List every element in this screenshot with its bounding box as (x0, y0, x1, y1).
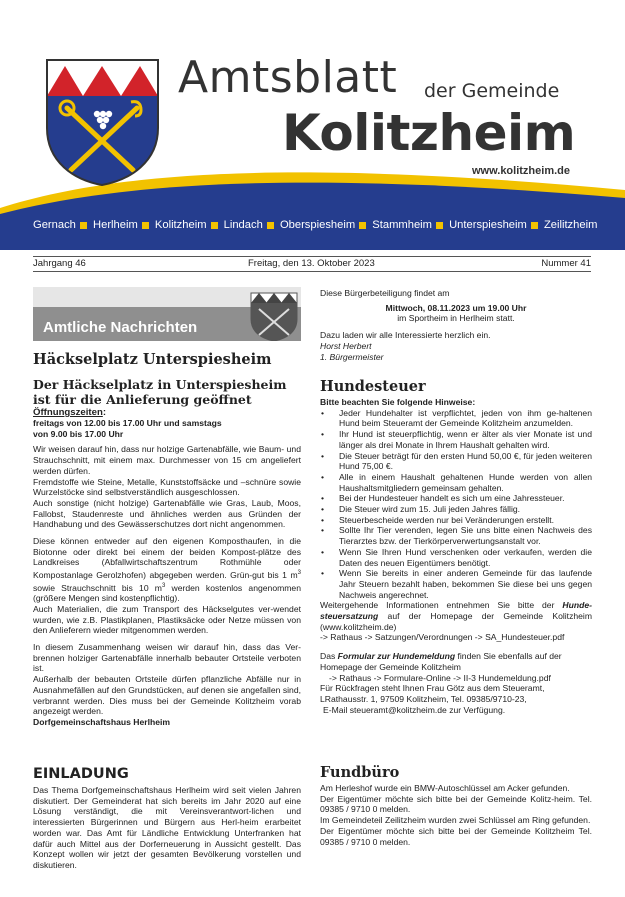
paragraph: Auch Materialien, die zum Transport des Häckselgutes ver-wendet wurden, wie z.B. Plastikplanen, Plastiksäcke oder Netze müssen von den Anlieferern wieder mitgenommen werden. (33, 603, 301, 636)
link-path: -> Rathaus -> Formulare-Online -> II-3 Hundemeldung.pdf (329, 672, 551, 683)
list-item: • Wenn Sie bereits in einer anderen Gemeinde für das laufende Jahr Steuern bezahlt haben, bekommen Sie diese bei uns gegen Nachweis angerechnet. (320, 568, 592, 600)
right-column-top (320, 288, 592, 362)
hundesteuer-heading: Hundesteuer (320, 378, 426, 395)
text-run: Das (320, 651, 338, 662)
list-item: • Steuerbescheide werden nur bei Veränderungen erstellt. (320, 515, 592, 526)
masthead-town: Kolitzheim (282, 104, 576, 162)
contact-line: Für Rückfragen steht Ihnen Frau Götz aus dem Steueramt, (320, 683, 545, 694)
village-name: Gernach (33, 219, 76, 231)
village-name: Oberspiesheim (279, 219, 356, 231)
text-run: finden Sie ebenfalls auf der Homepage der Gemeinde Kolitzheim (320, 651, 562, 672)
masthead-title: Amtsblatt (178, 52, 398, 103)
paragraph (33, 536, 301, 604)
subsection-title: Dorfgemeinschaftshaus Herlheim (33, 717, 171, 727)
text-run: Hunde- (562, 600, 592, 611)
list-item: • Die Steuer beträgt für den ersten Hund 50,00 €, für jeden weiteren Hund 75,00 €. (320, 451, 592, 472)
text-run: sowie Strauchschnitt bis 10 m (33, 582, 162, 593)
section-label: Amtliche Nachrichten (43, 319, 198, 336)
issue-volume: Jahrgang 46 (33, 258, 86, 269)
website-link[interactable]: www.kolitzheim.de (472, 165, 570, 177)
opening-hours-label: Öffnungszeiten (33, 407, 103, 418)
contact-line: LRathausstr. 1, 97509 Kolitzheim, Tel. 09385/9710-23, (320, 693, 527, 704)
list-item: • Ihr Hund ist steuerpflichtig, wenn er älter als vier Monate ist und länger als drei Monate in Ihrem Haushalt gehalten wird. (320, 429, 592, 450)
village-name: Kolitzheim (154, 219, 207, 231)
hinweise-list (320, 408, 592, 601)
article-subheading (33, 377, 287, 407)
text-run: Diese können entweder auf den eigenen Komposthaufen, in die Biotonne oder direkt bei einem der beiden Kompost-plätze des Landkreises (Abfallwirtschaftszentrum Rothmühle oder Kompostanlage Gerolzhofen) abgegeben werden. Grün-gut bis 1 m (33, 536, 301, 580)
text-run: Formular zur Hundemeldung (337, 651, 456, 662)
superscript: 3 (297, 570, 301, 577)
village-name: Unterspiesheim (449, 219, 527, 231)
subheading-line: ist für die Anlieferung geöffnet (33, 392, 252, 407)
village-name: Lindach (223, 219, 263, 231)
list-item: • Jeder Hundehalter ist verpflichtet, jeden von ihm ge-haltenen Hund beim Steueramt der Gemeinde Kolitzheim anzumelden. (320, 408, 592, 429)
colon: : (102, 407, 107, 418)
list-item: • Die Steuer wird zum 15. Juli jeden Jahres fällig. (320, 504, 592, 515)
paragraph (320, 651, 592, 672)
issue-date: Freitag, den 13. Oktober 2023 (248, 258, 375, 269)
text-run: auf der Homepage der Gemeinde Kolitzheim (www.kolitzheim.de) (320, 611, 592, 632)
village-list (33, 219, 598, 231)
signature-role: 1. Bürgermeister (320, 351, 384, 362)
village-name: Stammheim (372, 219, 432, 231)
einladung-heading: EINLADUNG (33, 766, 129, 782)
paragraph: Im Gemeindeteil Zeilitzheim wurden zwei Schlüssel am Ring gefunden. (320, 815, 591, 826)
paragraph: Der Eigentümer möchte sich bitte bei der Gemeinde Kolitzheim Tel. 09385 / 9710 0 melden. (320, 825, 592, 847)
paragraph (320, 600, 592, 632)
paragraph: Wir weisen darauf hin, dass nur holzige Gartenabfälle, wie Baum- und Strauchschnitt, mit einem max. Durchmesser von 15 cm angeliefert werden dürfen. (33, 444, 301, 476)
article-body (33, 407, 301, 728)
text-run: werden kostenlos angenommen (größere Mengen sind kostenpflichtig). (33, 582, 301, 604)
event-location: im Sportheim in Herlheim statt. (397, 313, 515, 324)
fundbuero-body (320, 783, 592, 847)
link-path: -> Rathaus -> Satzungen/Verordnungen -> SA_Hundesteuer.pdf (320, 632, 565, 643)
issue-number: Nummer 41 (541, 258, 591, 269)
paragraph: In diesem Zusammenhang weisen wir darauf hin, dass das Ver-brennen holziger Gartenabfälle innerhalb bebauter Ortsteile verboten ist. (33, 642, 301, 674)
hinweise-label: Bitte beachten Sie folgende Hinweise: (320, 397, 476, 407)
event-date: Mittwoch, 08.11.2023 um 19.00 Uhr (385, 302, 527, 313)
paragraph: Der Eigentümer möchte sich bitte bei der Gemeinde Kolitz-heim. Tel. 09385 / 9710 0 melden. (320, 793, 592, 815)
paragraph: Auch sonstige (nicht holzige) Gartenabfälle wie Gras, Laub, Moos, Fallobst, Staudenreste und ähnliches werden aus Gründen der Handhabung und des Gewässerschutzes dort nicht angenommen. (33, 497, 301, 530)
fundbuero-heading: Fundbüro (320, 764, 400, 781)
signature-name: Horst Herbert (320, 340, 372, 351)
paragraph: Dazu laden wir alle Interessierte herzlich ein. (320, 330, 491, 341)
contact-line: E-Mail steueramt@kolitzheim.de zur Verfügung. (323, 704, 506, 715)
einladung-body: Das Thema Dorfgemeinschaftshaus Herlheim wird seit vielen Jahren diskutiert. Der Gemeinderat hat sich bereits im Jahr 2020 auf eine Lösung verständigt, die mit Vereinsverantwort-lichen und interessierten Bürgerinnen und Bürgern aus Herl-heim erarbeitet worden war. Das Amt für Ländliche Entwicklung Unterfranken hat dafür auch Mittel aus der Dorferneuerung in Aussicht gestellt. Das Konzept wollen wir jetzt der gesamten Bevölkerung vorstellen und diskutieren. (33, 785, 301, 870)
article-heading: Häckselplatz Unterspiesheim (33, 351, 272, 368)
hundesteuer-body (320, 397, 592, 715)
opening-hours-2: von 9.00 bis 17.00 Uhr (33, 428, 124, 439)
list-item: • Bei der Hundesteuer handelt es sich um eine Jahressteuer. (320, 493, 592, 504)
list-item: • Alle in einem Haushalt gehaltenen Hunde werden von allen Haushaltsmitgliedern gemeinsam gehalten. (320, 472, 592, 493)
village-name: Herlheim (93, 219, 138, 231)
text-run: Weitergehende Informationen entnehmen Sie bitte der (320, 600, 563, 611)
text-run: steuersatzung (320, 611, 379, 622)
list-item: • Wenn Sie Ihren Hund verschenken oder verkaufen, werden die Daten des neuen Eigentümers benötigt. (320, 547, 592, 568)
opening-hours-1: freitags von 12.00 bis 17.00 Uhr und samstags (33, 418, 222, 428)
village-name: Zeilitzheim (543, 219, 598, 231)
paragraph: Außerhalb der bebauten Ortsteile dürfen pflanzliche Abfälle nur in Ausnahmefällen auf den Grundstücken, auf denen sie angefallen sind, verbrannt werden. Dies muss bei der Gemeinde Kolitzheim vorab angezeigt werden. (33, 674, 301, 717)
issue-info-bar (33, 256, 591, 272)
coat-of-arms-logo (45, 58, 160, 186)
subheading-line: Der Häckselplatz in Unterspiesheim (33, 377, 287, 392)
superscript: 3 (161, 582, 166, 589)
masthead-subtitle: der Gemeinde (424, 80, 560, 102)
list-item: • Sollte Ihr Tier verenden, legen Sie uns bitte einen Nachweis des Tierarztes bzw. der Tierkörperverwertungsanstalt vor. (320, 525, 592, 546)
paragraph: Am Herleshof wurde ein BMW-Autoschlüssel am Acker gefunden. (320, 783, 570, 793)
paragraph: Fremdstoffe wie Steine, Metalle, Kunststoffsäcke und –schnüre sowie Wurzelstöcke sind selbstverständlich ausgeschlossen. (33, 476, 301, 498)
paragraph: Diese Bürgerbeteiligung findet am (320, 288, 450, 298)
